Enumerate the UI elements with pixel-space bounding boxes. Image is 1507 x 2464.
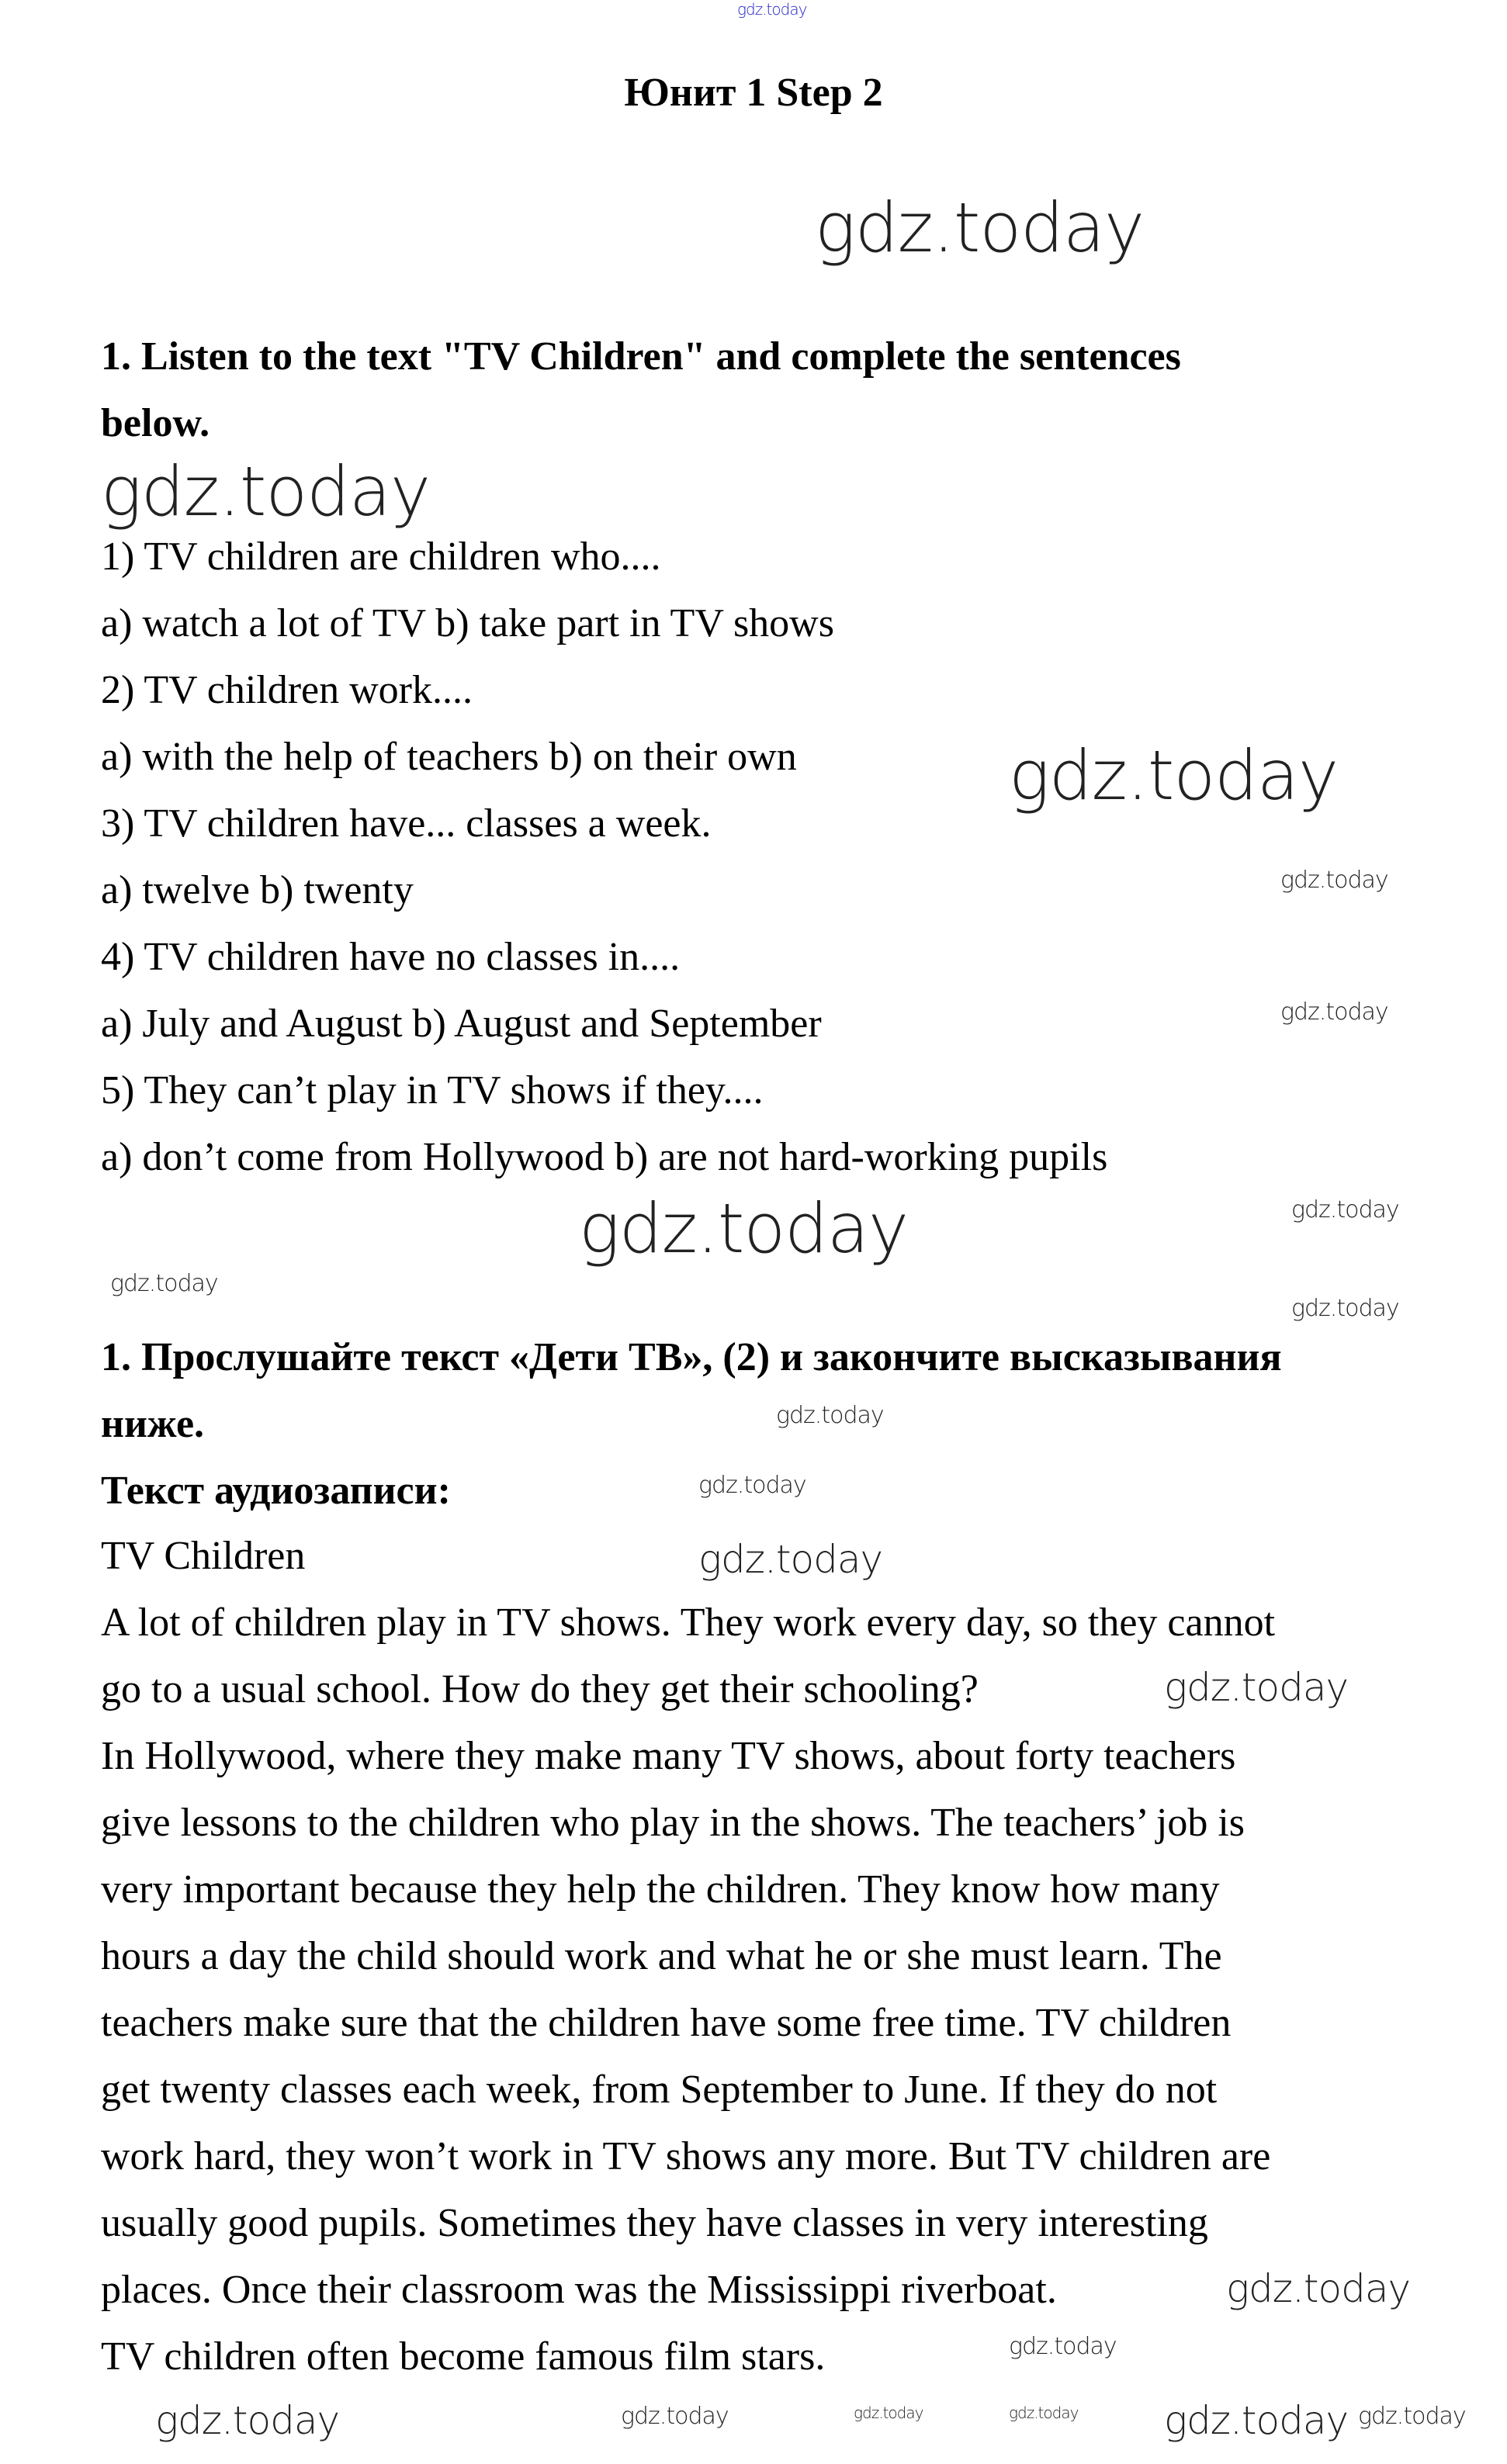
- answer-options: a) July and August b) August and September: [101, 1002, 822, 1046]
- task-heading-line-2: below.: [101, 401, 210, 445]
- text-line: teachers make sure that the children have some free time. TV children: [101, 2001, 1232, 2045]
- page-title: Юнит 1 Step 2: [624, 71, 883, 115]
- watermark: gdz.today: [698, 1472, 806, 1499]
- watermark: gdz.today: [776, 1402, 884, 1429]
- watermark: gdz.today: [815, 188, 1145, 268]
- watermark: gdz.today: [1164, 2398, 1349, 2443]
- question: 2) TV children work....: [101, 668, 473, 712]
- audio-label: Текст аудиозаписи:: [101, 1469, 451, 1513]
- watermark: gdz.today: [1009, 2403, 1079, 2422]
- text-line: very important because they help the children. They know how many: [101, 1867, 1220, 1912]
- answer-options: a) watch a lot of TV b) take part in TV shows: [101, 601, 834, 645]
- text-line: TV children often become famous film stars.: [101, 2334, 826, 2379]
- watermark: gdz.today: [737, 0, 807, 19]
- text-line: give lessons to the children who play in the shows. The teachers’ job is: [101, 1801, 1245, 1845]
- text-line: places. Once their classroom was the Mississippi riverboat.: [101, 2268, 1057, 2312]
- question: 1) TV children are children who....: [101, 535, 661, 579]
- answer-options: a) don’t come from Hollywood b) are not hard-working pupils: [101, 1135, 1108, 1179]
- question: 5) They can’t play in TV shows if they....: [101, 1068, 764, 1113]
- watermark: gdz.today: [1291, 1196, 1399, 1223]
- watermark: gdz.today: [579, 1189, 909, 1268]
- watermark: gdz.today: [854, 2403, 923, 2422]
- watermark: gdz.today: [1280, 867, 1388, 894]
- watermark: gdz.today: [155, 2398, 340, 2443]
- text-line: work hard, they won’t work in TV shows any more. But TV children are: [101, 2134, 1271, 2178]
- ru-heading-line-2: ниже.: [101, 1402, 205, 1446]
- text-title: TV Children: [101, 1534, 306, 1578]
- text-line: usually good pupils. Sometimes they have classes in very interesting: [101, 2201, 1208, 2245]
- text-line: go to a usual school. How do they get their schooling?: [101, 1667, 979, 1711]
- question: 3) TV children have... classes a week.: [101, 801, 712, 846]
- ru-heading-line-1: 1. Прослушайте текст «Дети ТВ», (2) и закончите высказывания: [101, 1335, 1282, 1379]
- task-heading-line-1: 1. Listen to the text "TV Children" and complete the sentences: [101, 334, 1181, 379]
- watermark: gdz.today: [1164, 1665, 1349, 1710]
- watermark: gdz.today: [1358, 2403, 1466, 2430]
- watermark: gdz.today: [621, 2403, 729, 2430]
- answer-options: a) twelve b) twenty: [101, 868, 414, 912]
- watermark: gdz.today: [110, 1270, 218, 1297]
- text-line: In Hollywood, where they make many TV shows, about forty teachers: [101, 1734, 1236, 1778]
- watermark: gdz.today: [1291, 1295, 1399, 1322]
- watermark: gdz.today: [1009, 2333, 1117, 2360]
- watermark: gdz.today: [1280, 998, 1388, 1026]
- text-line: get twenty classes each week, from September to June. If they do not: [101, 2068, 1218, 2112]
- watermark: gdz.today: [1226, 2266, 1411, 2311]
- watermark: gdz.today: [1009, 735, 1339, 815]
- text-line: hours a day the child should work and what he or she must learn. The: [101, 1934, 1222, 1978]
- question: 4) TV children have no classes in....: [101, 935, 681, 979]
- answer-options: a) with the help of teachers b) on their own: [101, 735, 797, 779]
- watermark: gdz.today: [101, 452, 431, 531]
- watermark: gdz.today: [698, 1537, 883, 1582]
- text-line: A lot of children play in TV shows. They work every day, so they cannot: [101, 1601, 1276, 1645]
